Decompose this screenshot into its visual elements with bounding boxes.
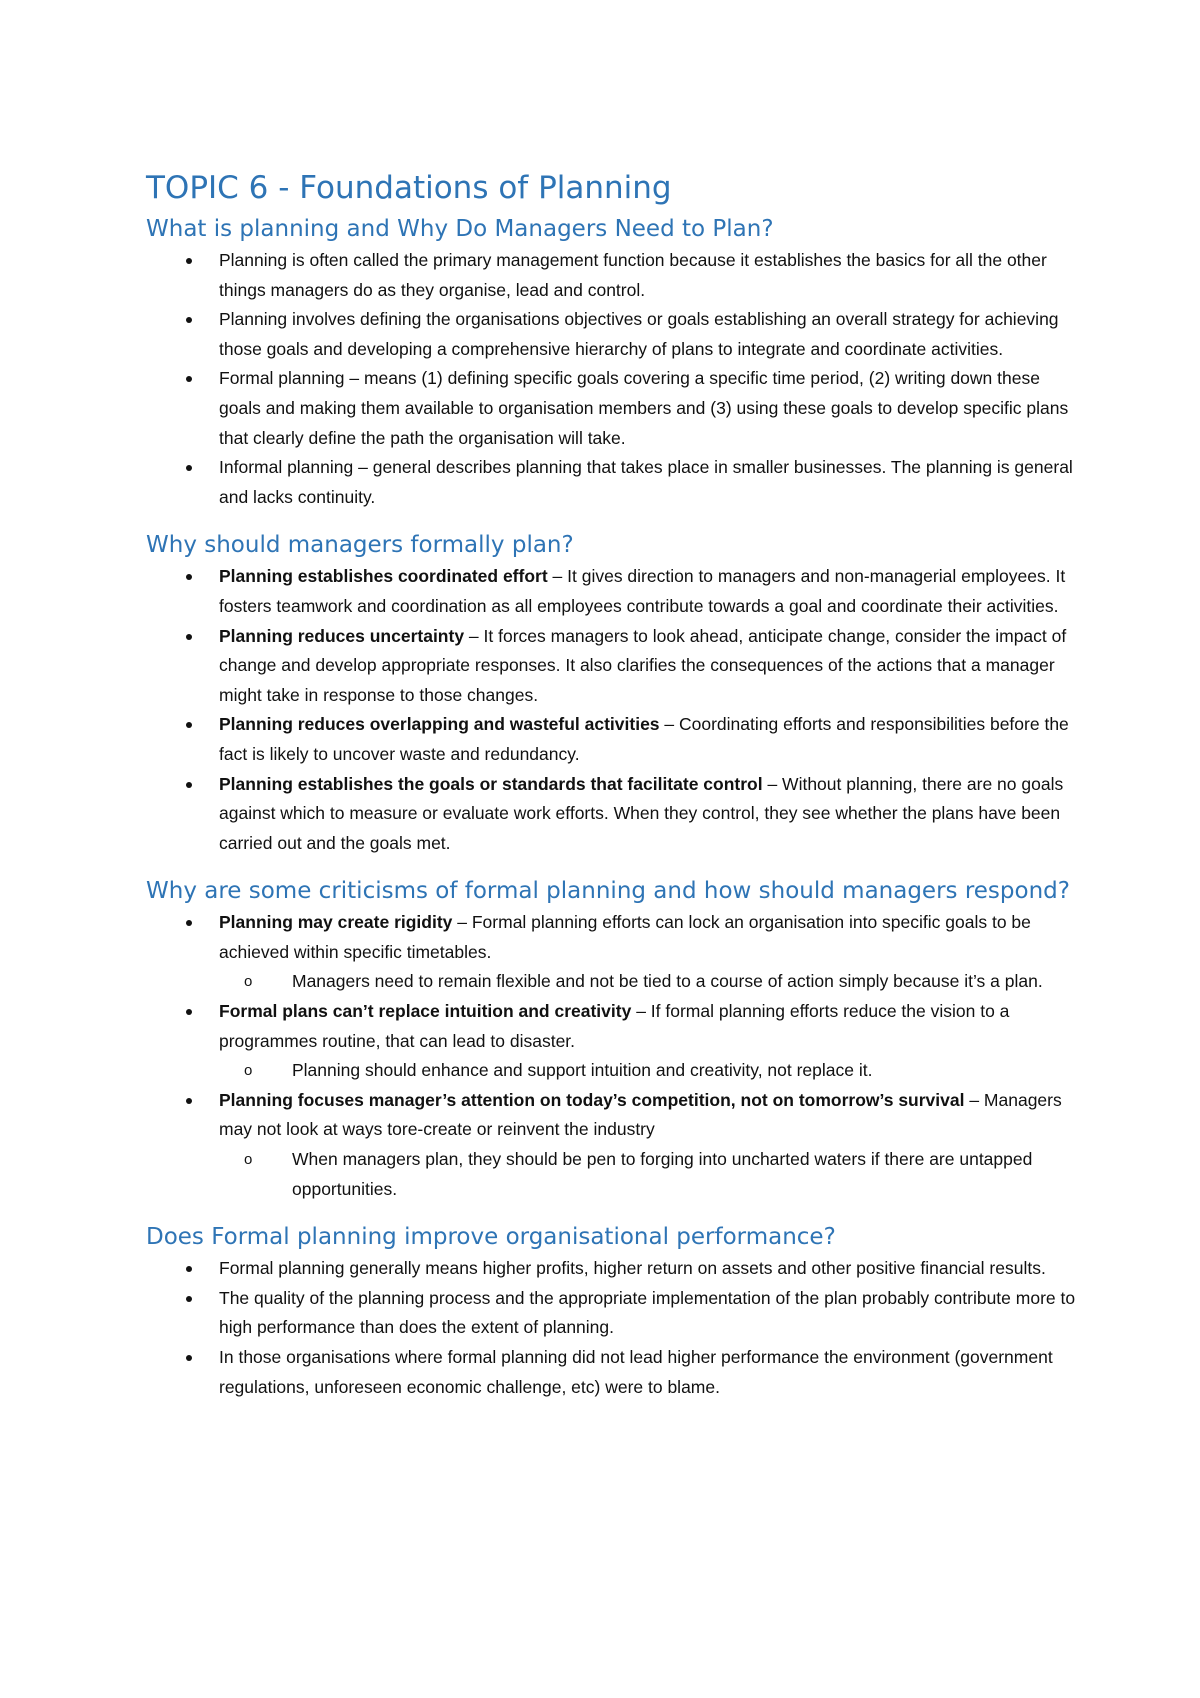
list-item — [146, 1284, 1076, 1343]
sub-list — [219, 1056, 1076, 1086]
item-text: In those organisations where formal planning did not lead higher performance the environment (government regulations, unforeseen economic challenge, etc) were to blame. — [219, 1347, 1053, 1397]
item-term: Planning may create rigidity — [219, 912, 453, 933]
bullet-icon — [186, 1098, 192, 1104]
bullet-icon — [186, 317, 192, 323]
bullet-icon — [186, 465, 192, 471]
item-text: – If formal planning efforts reduce the vision to a programmes routine, that can lead to disaster. — [219, 1001, 1010, 1051]
sub-item-text: When managers plan, they should be pen to forging into uncharted waters if there are untapped opportunities. — [292, 1149, 1033, 1199]
sub-list-item — [219, 967, 1076, 997]
item-text: – Formal planning efforts can lock an organisation into specific goals to be achieved within specific timetables. — [219, 912, 1031, 962]
list-item — [146, 710, 1076, 769]
bullet-list — [146, 908, 1076, 1204]
item-text: Formal planning generally means higher profits, higher return on assets and other positive financial results. — [219, 1258, 1046, 1279]
item-text: The quality of the planning process and the appropriate implementation of the plan probably contribute more to high performance than does the extent of planning. — [219, 1287, 1076, 1338]
sub-item-text: Managers need to remain flexible and not be tied to a course of action simply because it’s a plan. — [292, 971, 1043, 992]
bullet-icon — [186, 376, 192, 382]
item-text: Planning is often called the primary management function because it establishes the basics for all the other things managers do as they organise, lead and control. — [219, 250, 1047, 300]
sub-item-text: Planning should enhance and support intuition and creativity, not replace it. — [292, 1060, 873, 1081]
item-term: Planning establishes coordinated effort — [219, 566, 548, 587]
list-item — [146, 997, 1076, 1086]
page-title: TOPIC 6 - Foundations of Planning — [146, 170, 672, 206]
sub-list-item — [219, 1056, 1076, 1086]
bullet-list — [146, 562, 1076, 858]
bullet-icon — [186, 634, 192, 640]
bullet-list — [146, 1254, 1076, 1402]
item-term: Planning reduces uncertainty — [219, 625, 465, 646]
sub-bullet-icon: o — [244, 1151, 253, 1169]
list-item — [146, 1086, 1076, 1204]
item-text: Informal planning – general describes planning that takes place in smaller businesses. The planning is general and lacks continuity. — [219, 457, 1073, 507]
list-item — [146, 622, 1076, 711]
section-why-plan — [146, 214, 1076, 512]
sub-list — [219, 967, 1076, 997]
bullet-icon — [186, 1266, 192, 1272]
item-text: – It gives direction to managers and non-managerial employees. It fosters teamwork and coordination as all employees contribute towards a goal and coordinate their activities. — [219, 566, 1066, 616]
item-term: Planning reduces overlapping and wasteful activities — [219, 714, 660, 735]
document-content — [146, 168, 1076, 1420]
section-criticisms — [146, 876, 1076, 1204]
bullet-icon — [186, 1009, 192, 1015]
item-term: Planning focuses manager’s attention on today’s competition, not on tomorrow’s survival — [219, 1089, 965, 1110]
item-text: Planning involves defining the organisations objectives or goals establishing an overall strategy for achieving those goals and developing a comprehensive hierarchy of plans to integrate and coordinate activities. — [219, 309, 1059, 359]
item-text: Formal planning – means (1) defining specific goals covering a specific time period, (2) writing down these goals and making them available to organisation members and (3) using these goals to develop specific plans that clearly define the path the organisation will take. — [219, 368, 1069, 448]
list-item — [146, 453, 1076, 512]
bullet-icon — [186, 782, 192, 788]
item-text: – Without planning, there are no goals against which to measure or evaluate work efforts. When they control, they see whether the plans have been carried out and the goals met. — [219, 773, 1064, 853]
list-item — [146, 770, 1076, 859]
section-heading: Why are some criticisms of formal planning and how should managers respond? — [146, 878, 1070, 905]
item-text: – Coordinating efforts and responsibilities before the fact is likely to uncover waste and redundancy. — [219, 714, 1069, 764]
bullet-icon — [186, 258, 192, 264]
item-term: Planning establishes the goals or standards that facilitate control — [219, 773, 763, 794]
bullet-icon — [186, 574, 192, 580]
sub-list — [219, 1145, 1076, 1204]
list-item — [146, 305, 1076, 364]
list-item — [146, 1254, 1076, 1284]
list-item — [146, 908, 1076, 997]
section-heading: Does Formal planning improve organisational performance? — [146, 1224, 836, 1251]
sub-bullet-icon: o — [244, 1062, 253, 1080]
list-item — [146, 364, 1076, 453]
list-item — [146, 246, 1076, 305]
item-text: – Managers may not look at ways tore-create or reinvent the industry — [219, 1089, 1062, 1140]
bullet-list — [146, 246, 1076, 512]
section-performance — [146, 1222, 1076, 1402]
bullet-icon — [186, 920, 192, 926]
bullet-icon — [186, 722, 192, 728]
item-term: Formal plans can’t replace intuition and creativity — [219, 1001, 632, 1022]
list-item — [146, 562, 1076, 621]
sub-list-item — [219, 1145, 1076, 1204]
bullet-icon — [186, 1355, 192, 1361]
sub-bullet-icon: o — [244, 973, 253, 991]
list-item — [146, 1343, 1076, 1402]
section-heading: Why should managers formally plan? — [146, 532, 574, 559]
item-text: – It forces managers to look ahead, anticipate change, consider the impact of change and develop appropriate responses. It also clarifies the consequences of the actions that a manager might take in response to those changes. — [219, 625, 1067, 705]
section-heading: What is planning and Why Do Managers Need to Plan? — [146, 216, 774, 242]
section-formally-plan — [146, 530, 1076, 858]
bullet-icon — [186, 1296, 192, 1302]
